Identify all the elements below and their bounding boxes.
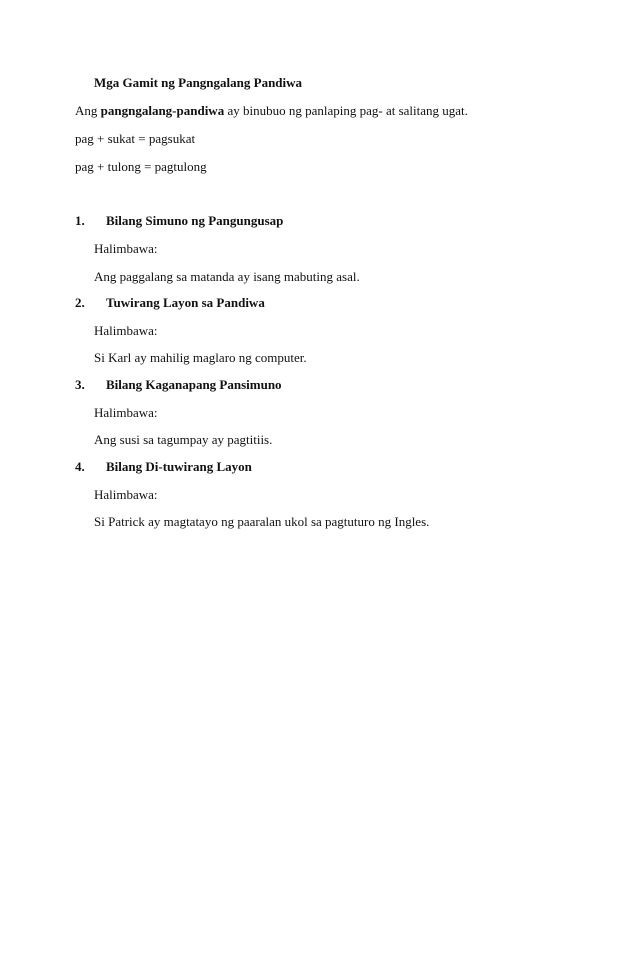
- item-heading: Bilang Di-tuwirang Layon: [106, 459, 252, 474]
- example-sentence: Ang paggalang sa matanda ay isang mabuting asal.: [94, 269, 360, 284]
- example-label: Halimbawa:: [94, 241, 158, 256]
- example-equation-1: pag + sukat = pagsukat: [75, 131, 196, 146]
- page-title: Mga Gamit ng Pangngalang Pandiwa: [94, 75, 303, 90]
- example-label: Halimbawa:: [94, 323, 158, 338]
- item-number: 1.: [75, 213, 85, 228]
- example-sentence: Ang susi sa tagumpay ay pagtitiis.: [94, 432, 273, 447]
- example-equation-2: pag + tulong = pagtulong: [75, 159, 207, 174]
- example-sentence: Si Karl ay mahilig maglaro ng computer.: [94, 350, 307, 365]
- intro-term: pangngalang-pandiwa: [100, 103, 225, 118]
- item-number: 4.: [75, 459, 85, 474]
- item-heading: Bilang Simuno ng Pangungusap: [106, 213, 284, 228]
- item-heading: Tuwirang Layon sa Pandiwa: [106, 295, 265, 310]
- intro-before: Ang: [75, 103, 101, 118]
- example-sentence: Si Patrick ay magtatayo ng paaralan ukol sa pagtuturo ng Ingles.: [94, 514, 430, 529]
- example-label: Halimbawa:: [94, 405, 158, 420]
- item-number: 3.: [75, 377, 85, 392]
- item-number: 2.: [75, 295, 85, 310]
- intro-paragraph: [75, 103, 468, 119]
- intro-after: ay binubuo ng panlaping pag- at salitang ugat.: [224, 103, 468, 118]
- item-heading: Bilang Kaganapang Pansimuno: [106, 377, 282, 392]
- example-label: Halimbawa:: [94, 487, 158, 502]
